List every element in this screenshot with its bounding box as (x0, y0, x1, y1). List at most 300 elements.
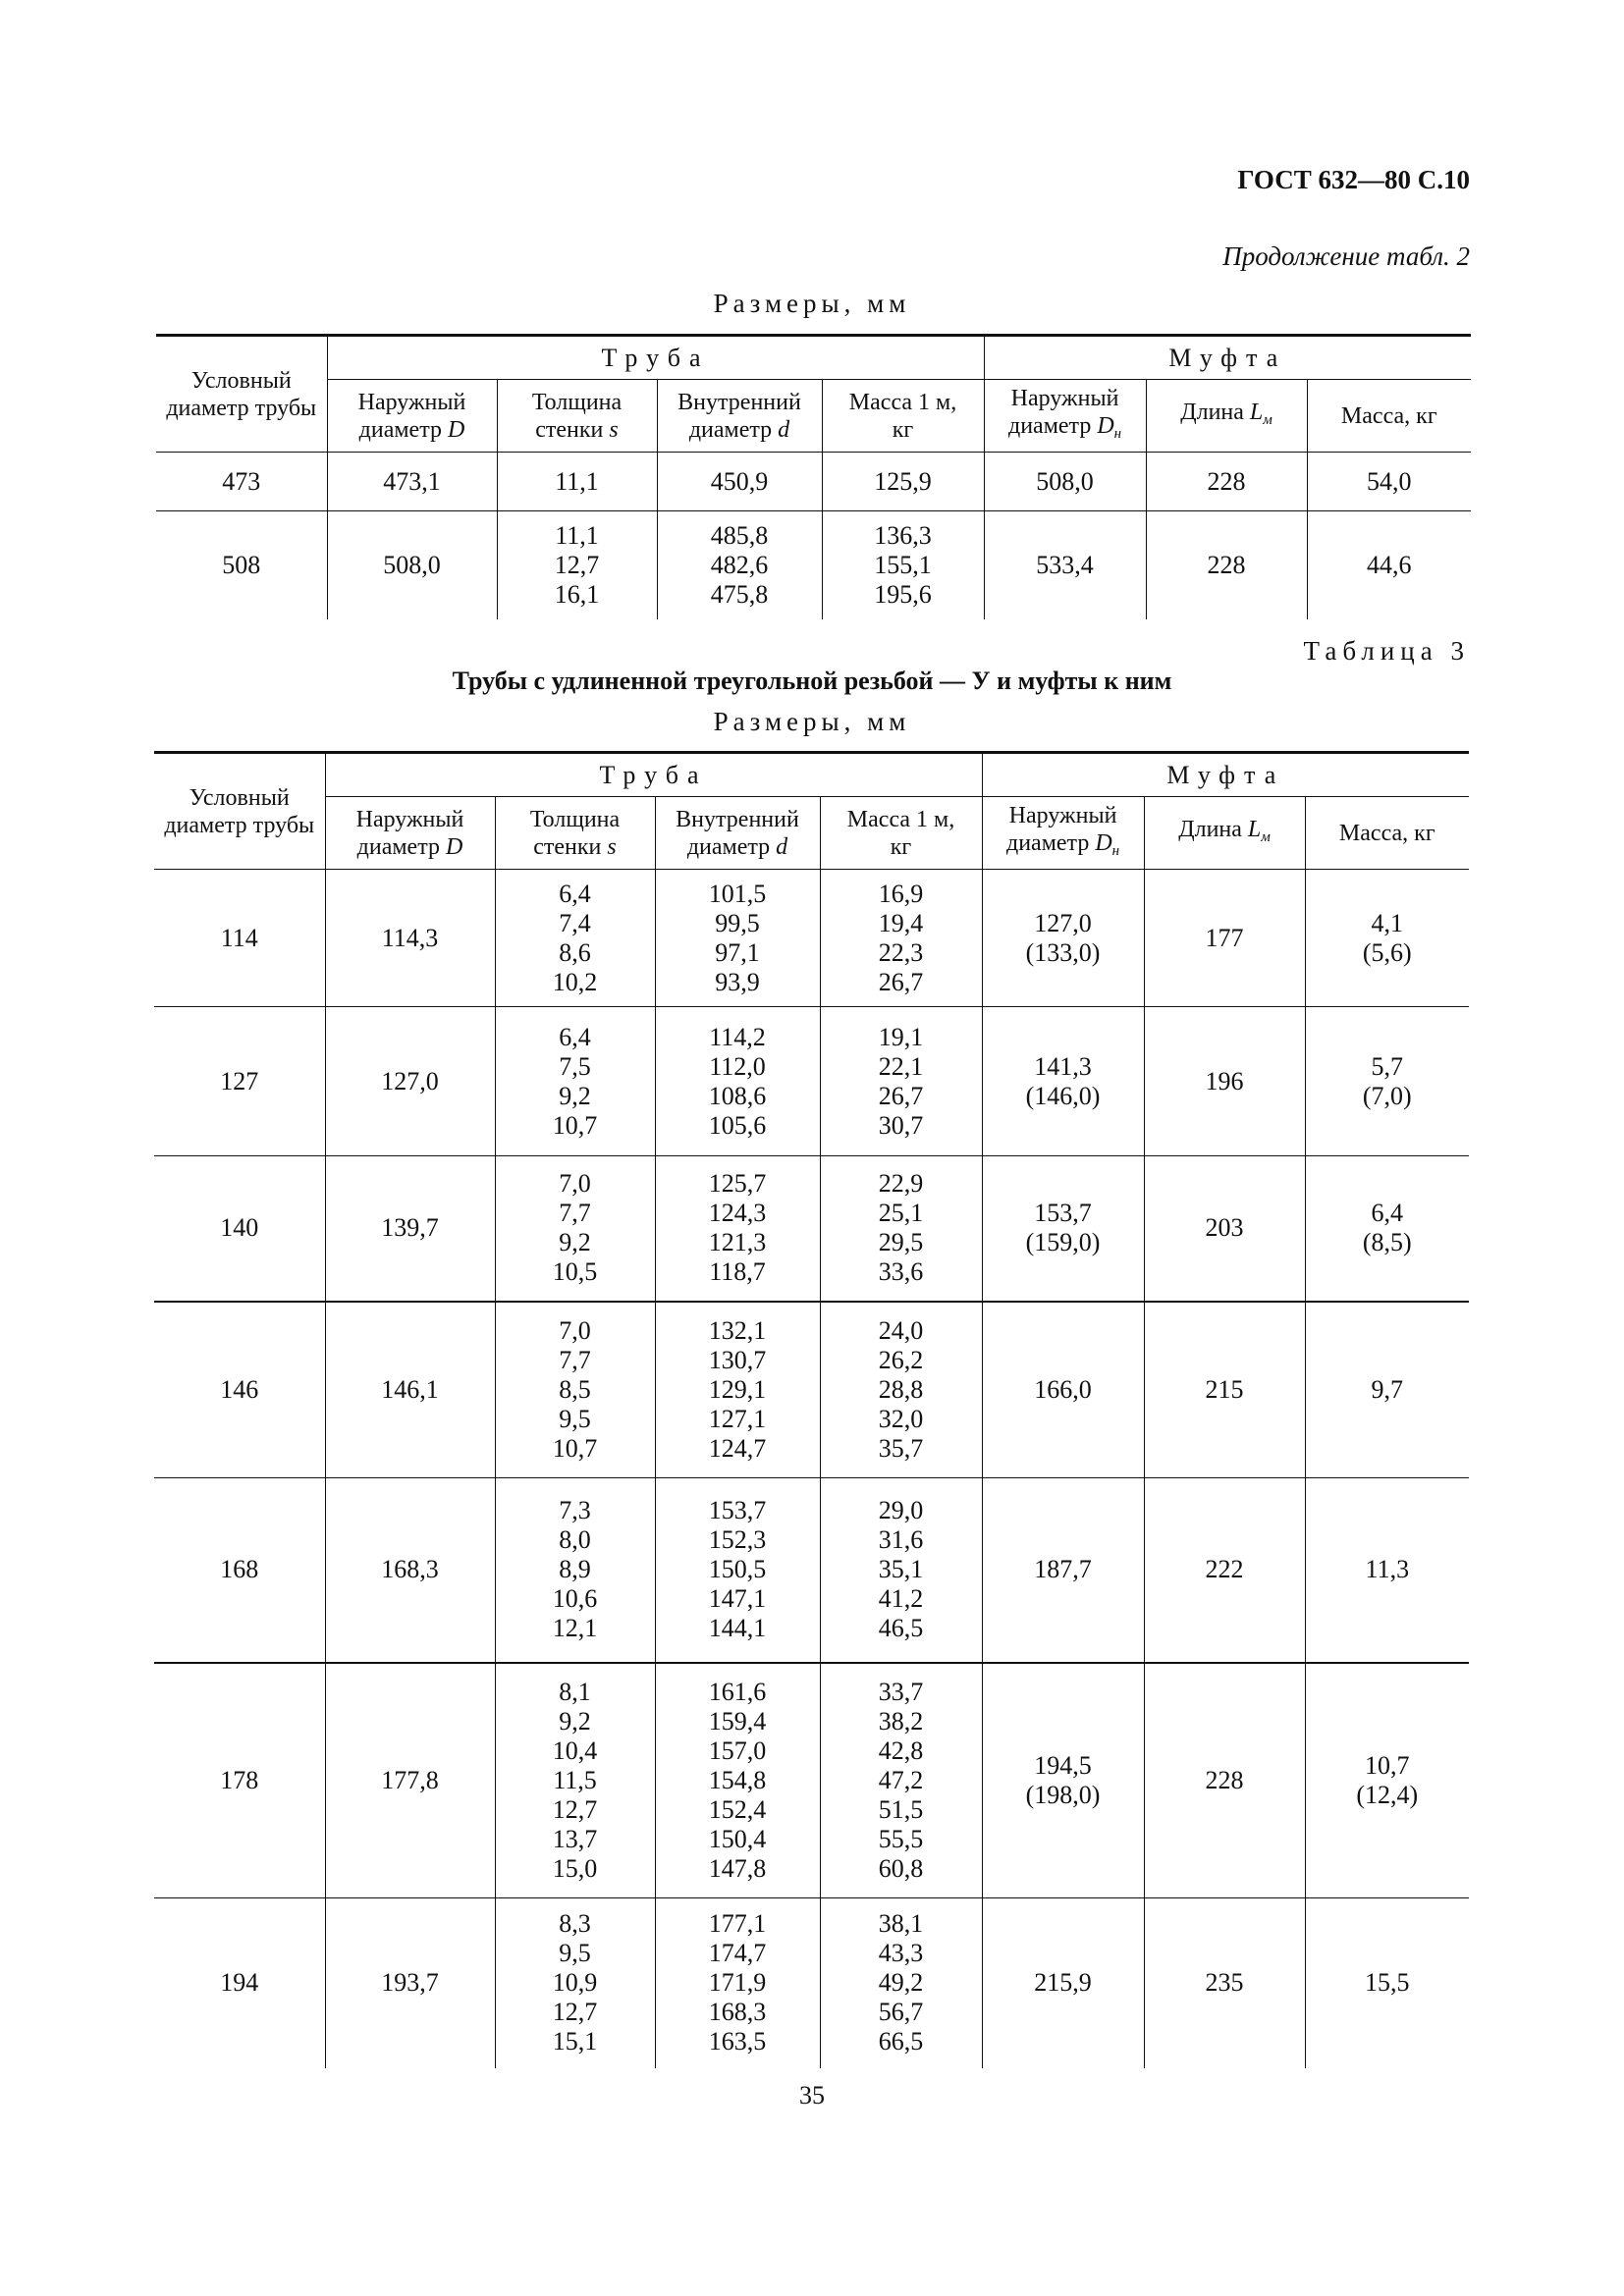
cell-value: 228 (1207, 550, 1246, 579)
cell-value: 159,4 (708, 1706, 767, 1735)
header-text: Внутренний (676, 806, 799, 832)
cell-value: 30,7 (878, 1110, 924, 1140)
cell-outer-diameter (325, 1478, 495, 1663)
header-row-columns (156, 380, 1471, 453)
cell-value: 152,3 (708, 1525, 767, 1555)
cell-value: 22,3 (878, 937, 924, 967)
table-3 (154, 751, 1469, 2068)
header-text: Наружный (357, 389, 466, 415)
cell-value: 508,0 (383, 550, 441, 579)
cell-value: 168,3 (381, 1555, 439, 1584)
cell-wall-thickness (497, 511, 657, 619)
cell-value: 108,6 (708, 1081, 767, 1110)
cell-inner-diameter (655, 1663, 820, 1898)
cell-wall-thickness (497, 453, 657, 511)
cell-value: (8,5) (1362, 1228, 1412, 1257)
cell-value: 174,7 (708, 1939, 767, 1968)
cell-value: 8,0 (559, 1525, 591, 1555)
cell-value: 144,1 (708, 1614, 767, 1643)
header-symbol: м (1263, 411, 1272, 428)
cell-value: 154,8 (708, 1765, 767, 1794)
header-coupling-mass (1305, 797, 1469, 870)
cell-value: 6,4 (559, 879, 591, 908)
cell-value: 222 (1205, 1555, 1244, 1584)
cell-value: 9,5 (559, 1404, 591, 1433)
cell-coupling-length (1144, 1007, 1305, 1156)
cell-value: 141,3 (1034, 1051, 1092, 1081)
cell-value: 12,1 (552, 1614, 598, 1643)
cell-value: (133,0) (1025, 937, 1101, 967)
cell-value: 54,0 (1367, 466, 1412, 496)
cell-value: 46,5 (878, 1614, 924, 1643)
table-row (154, 1156, 1469, 1302)
header-wall-thickness (497, 380, 657, 453)
cell-value: 153,7 (1034, 1199, 1092, 1228)
cell-value: 139,7 (381, 1213, 439, 1243)
table-row (154, 1302, 1469, 1478)
cell-conditional-diameter (154, 1302, 325, 1478)
header-coupling-group (982, 753, 1469, 797)
cell-value: 194,5 (1034, 1750, 1092, 1780)
table3-title: Трубы с удлиненной треугольной резьбой — У и муфты к ним (452, 667, 1172, 695)
cell-value: 152,4 (708, 1794, 767, 1824)
cell-value: 7,7 (559, 1199, 591, 1228)
cell-value: 178 (220, 1765, 259, 1794)
cell-coupling-outer-diameter (982, 1663, 1144, 1898)
cell-value: 8,9 (559, 1555, 591, 1584)
cell-coupling-mass (1307, 511, 1471, 619)
header-text: диаметр (688, 416, 773, 443)
cell-value: (12,4) (1356, 1780, 1419, 1809)
header-outer-diameter (327, 380, 497, 453)
cell-wall-thickness (495, 1302, 655, 1478)
cell-inner-diameter (655, 1007, 820, 1156)
cell-outer-diameter (327, 453, 497, 511)
header-symbol: н (1111, 842, 1120, 859)
header-text: Толщина (529, 806, 621, 832)
table-row (156, 511, 1471, 619)
cell-value: 7,7 (559, 1345, 591, 1374)
cell-mass-per-meter (822, 453, 984, 511)
header-symbol: s (609, 416, 619, 443)
cell-value: 9,2 (559, 1706, 591, 1735)
cell-value: 12,7 (552, 1794, 598, 1824)
cell-value: 157,0 (708, 1735, 767, 1765)
cell-value: 127 (220, 1066, 259, 1095)
cell-value: 22,1 (878, 1051, 924, 1081)
cell-value: 112,0 (709, 1051, 766, 1081)
header-symbol: м (1261, 828, 1271, 845)
cell-value: 38,1 (878, 1909, 924, 1939)
cell-value: 7,0 (559, 1169, 591, 1199)
cell-value: 171,9 (708, 1968, 767, 1998)
cell-value: 19,4 (878, 908, 924, 937)
cell-value: 168 (220, 1555, 259, 1584)
cell-value: 114,2 (709, 1022, 766, 1051)
cell-value: 5,7 (1371, 1051, 1404, 1081)
header-text: диаметр (358, 416, 442, 443)
cell-coupling-length (1144, 1478, 1305, 1663)
header-text: Длина (1178, 816, 1242, 842)
cell-conditional-diameter (154, 1007, 325, 1156)
cell-coupling-mass (1307, 453, 1471, 511)
header-text: диаметр трубы (164, 812, 315, 838)
cell-value: 28,8 (878, 1374, 924, 1404)
cell-value: 195,6 (874, 579, 932, 609)
cell-value: 10,5 (552, 1257, 598, 1287)
header-text: Толщина (531, 389, 623, 415)
cell-value: (5,6) (1362, 937, 1412, 967)
cell-value: 194 (220, 1968, 259, 1998)
table3-units-caption: Размеры, мм (713, 707, 911, 736)
header-conditional-diameter (154, 753, 325, 870)
cell-value: 196 (1205, 1066, 1244, 1095)
cell-value: 29,0 (878, 1496, 924, 1525)
cell-value: 15,5 (1365, 1968, 1410, 1998)
cell-value: 10,2 (552, 967, 598, 996)
cell-wall-thickness (495, 870, 655, 1007)
cell-outer-diameter (325, 1898, 495, 2068)
header-text: диаметр (356, 833, 440, 860)
cell-value: 155,1 (874, 550, 932, 579)
cell-coupling-mass (1305, 1478, 1469, 1663)
cell-coupling-outer-diameter (982, 870, 1144, 1007)
cell-value: 105,6 (708, 1110, 767, 1140)
header-text: стенки (535, 416, 604, 443)
cell-value: 7,5 (559, 1051, 591, 1081)
header-inner-diameter (655, 797, 820, 870)
cell-value: 16,1 (554, 579, 600, 609)
cell-value: 31,6 (878, 1525, 924, 1555)
cell-value: 12,7 (554, 550, 600, 579)
cell-conditional-diameter (156, 453, 327, 511)
cell-value: 125,9 (874, 466, 932, 496)
cell-value: 11,5 (553, 1765, 597, 1794)
cell-value: 127,1 (708, 1404, 767, 1433)
cell-coupling-length (1144, 1663, 1305, 1898)
header-text: Наружный (1010, 385, 1119, 411)
header-coupling-outer-diameter (982, 797, 1144, 870)
cell-outer-diameter (325, 870, 495, 1007)
cell-conditional-diameter (156, 511, 327, 619)
header-text: Условный (190, 367, 292, 394)
cell-coupling-length (1144, 1156, 1305, 1302)
cell-value: 146 (220, 1374, 259, 1404)
cell-mass-per-meter (820, 1156, 982, 1302)
cell-conditional-diameter (154, 1156, 325, 1302)
cell-value: 4,1 (1371, 908, 1404, 937)
header-symbol: н (1113, 425, 1122, 442)
cell-value: 136,3 (874, 520, 932, 550)
cell-mass-per-meter (820, 870, 982, 1007)
cell-value: 187,7 (1034, 1555, 1092, 1584)
cell-value: 38,2 (878, 1706, 924, 1735)
cell-value: 33,7 (878, 1677, 924, 1706)
cell-value: 25,1 (878, 1199, 924, 1228)
cell-value: 193,7 (381, 1968, 439, 1998)
cell-value: 168,3 (708, 1998, 767, 2027)
cell-value: 508 (222, 550, 261, 579)
cell-coupling-outer-diameter (984, 511, 1146, 619)
header-mass-per-meter (820, 797, 982, 870)
cell-value: 29,5 (878, 1228, 924, 1257)
cell-value: 10,9 (552, 1968, 598, 1998)
cell-value: (198,0) (1025, 1780, 1101, 1809)
cell-value: 146,1 (381, 1374, 439, 1404)
cell-value: 125,7 (708, 1169, 767, 1199)
cell-value: 49,2 (878, 1968, 924, 1998)
header-symbol: d (778, 416, 790, 443)
cell-coupling-outer-diameter (982, 1478, 1144, 1663)
cell-value: 533,4 (1036, 550, 1094, 579)
cell-value: 118,7 (709, 1257, 766, 1287)
table-row (156, 453, 1471, 511)
cell-coupling-length (1146, 511, 1307, 619)
cell-value: 16,9 (878, 879, 924, 908)
header-text: Внутренний (677, 389, 801, 415)
header-row-columns (154, 797, 1469, 870)
cell-value: 12,7 (552, 1998, 598, 2027)
cell-value: 129,1 (708, 1374, 767, 1404)
cell-value: 132,1 (708, 1315, 767, 1345)
cell-value: 15,1 (552, 2027, 598, 2056)
cell-value: 9,2 (559, 1081, 591, 1110)
header-text: Масса 1 м, (846, 806, 955, 832)
cell-value: 7,3 (559, 1496, 591, 1525)
header-text: кг (892, 416, 914, 443)
cell-conditional-diameter (154, 870, 325, 1007)
cell-value: 475,8 (710, 579, 769, 609)
cell-value: (7,0) (1362, 1081, 1412, 1110)
cell-value: 147,8 (708, 1853, 767, 1883)
table3-number: Таблица 3 (1303, 636, 1470, 666)
cell-inner-diameter (657, 511, 822, 619)
cell-coupling-outer-diameter (982, 1898, 1144, 2068)
cell-value: 130,7 (708, 1345, 767, 1374)
cell-coupling-length (1146, 453, 1307, 511)
cell-value: 153,7 (708, 1496, 767, 1525)
cell-value: 7,0 (559, 1315, 591, 1345)
cell-value: 482,6 (710, 550, 769, 579)
header-text: Муфта (1168, 343, 1287, 372)
cell-wall-thickness (495, 1007, 655, 1156)
cell-value: 33,6 (878, 1257, 924, 1287)
cell-value: 10,7 (1365, 1750, 1410, 1780)
cell-coupling-outer-diameter (984, 453, 1146, 511)
header-coupling-outer-diameter (984, 380, 1146, 453)
cell-value: 8,1 (559, 1677, 591, 1706)
header-text: Труба (599, 760, 708, 789)
cell-value: 8,6 (559, 937, 591, 967)
page-number: 35 (799, 2081, 825, 2109)
cell-value: 42,8 (878, 1735, 924, 1765)
header-coupling-mass (1307, 380, 1471, 453)
cell-value: 7,4 (559, 908, 591, 937)
header-conditional-diameter (156, 336, 327, 453)
cell-value: 11,3 (1365, 1555, 1410, 1584)
cell-inner-diameter (655, 1302, 820, 1478)
table2-units-caption: Размеры, мм (713, 289, 911, 318)
cell-value: 13,7 (552, 1824, 598, 1853)
cell-value: 228 (1205, 1765, 1244, 1794)
cell-value: 51,5 (878, 1794, 924, 1824)
table-continuation-label: Продолжение табл. 2 (1222, 241, 1470, 271)
cell-value: 114,3 (381, 923, 439, 952)
header-text: диаметр (1005, 829, 1090, 856)
cell-value: 9,2 (559, 1228, 591, 1257)
cell-value: 10,7 (552, 1110, 598, 1140)
cell-outer-diameter (325, 1007, 495, 1156)
cell-value: 26,7 (878, 1081, 924, 1110)
table-row (154, 1663, 1469, 1898)
header-text: Труба (601, 343, 710, 372)
cell-value: 485,8 (710, 520, 769, 550)
header-text: Условный (189, 784, 290, 811)
cell-inner-diameter (655, 1898, 820, 2068)
cell-coupling-mass (1305, 1898, 1469, 2068)
header-text: Муфта (1166, 760, 1285, 789)
cell-wall-thickness (495, 1663, 655, 1898)
cell-value: 147,1 (708, 1584, 767, 1614)
header-text: стенки (533, 833, 602, 860)
cell-value: 166,0 (1034, 1374, 1092, 1404)
cell-value: 473 (222, 466, 261, 496)
cell-value: 9,5 (559, 1939, 591, 1968)
cell-value: (146,0) (1025, 1081, 1101, 1110)
cell-value: (159,0) (1025, 1228, 1101, 1257)
cell-value: 8,3 (559, 1909, 591, 1939)
cell-coupling-mass (1305, 1663, 1469, 1898)
cell-value: 10,6 (552, 1584, 598, 1614)
header-symbol: D (1095, 829, 1112, 856)
cell-mass-per-meter (820, 1898, 982, 2068)
header-symbol: L (1247, 816, 1262, 842)
cell-coupling-length (1144, 1898, 1305, 2068)
header-text: Масса 1 м, (848, 389, 957, 415)
cell-value: 44,6 (1367, 550, 1412, 579)
cell-value: 127,0 (381, 1066, 439, 1095)
header-coupling-length (1146, 380, 1307, 453)
cell-value: 99,5 (715, 908, 760, 937)
header-symbol: D (445, 833, 463, 860)
cell-value: 508,0 (1036, 466, 1094, 496)
cell-conditional-diameter (154, 1663, 325, 1898)
cell-conditional-diameter (154, 1898, 325, 2068)
header-pipe-group (327, 336, 984, 380)
cell-coupling-outer-diameter (982, 1007, 1144, 1156)
cell-coupling-mass (1305, 1007, 1469, 1156)
cell-mass-per-meter (820, 1007, 982, 1156)
cell-mass-per-meter (820, 1302, 982, 1478)
cell-value: 19,1 (878, 1022, 924, 1051)
header-text: Наружный (1008, 802, 1117, 828)
table-row (154, 1478, 1469, 1663)
document-header: ГОСТ 632—80 С.10 (1237, 165, 1470, 194)
cell-inner-diameter (655, 1478, 820, 1663)
cell-coupling-mass (1305, 1156, 1469, 1302)
cell-coupling-length (1144, 1302, 1305, 1478)
cell-value: 215,9 (1034, 1968, 1092, 1998)
cell-value: 203 (1205, 1213, 1244, 1243)
cell-mass-per-meter (820, 1478, 982, 1663)
header-text: диаметр (686, 833, 771, 860)
cell-value: 124,3 (708, 1199, 767, 1228)
cell-value: 473,1 (383, 466, 441, 496)
cell-coupling-outer-diameter (982, 1156, 1144, 1302)
cell-value: 26,2 (878, 1345, 924, 1374)
cell-value: 215 (1205, 1374, 1244, 1404)
cell-value: 11,1 (555, 520, 599, 550)
header-text: диаметр трубы (166, 395, 317, 421)
cell-wall-thickness (495, 1478, 655, 1663)
header-row-groups (156, 336, 1471, 380)
header-text: диаметр (1007, 412, 1092, 439)
table-row (154, 870, 1469, 1007)
cell-value: 6,4 (559, 1022, 591, 1051)
cell-value: 163,5 (708, 2027, 767, 2056)
cell-value: 150,4 (708, 1824, 767, 1853)
header-text: кг (890, 833, 912, 860)
cell-value: 161,6 (708, 1677, 767, 1706)
header-symbol: d (776, 833, 788, 860)
cell-value: 15,0 (552, 1853, 598, 1883)
cell-value: 35,7 (878, 1433, 924, 1463)
cell-outer-diameter (327, 511, 497, 619)
cell-value: 121,3 (708, 1228, 767, 1257)
header-coupling-length (1144, 797, 1305, 870)
cell-value: 11,1 (555, 466, 599, 496)
cell-outer-diameter (325, 1663, 495, 1898)
cell-coupling-mass (1305, 1302, 1469, 1478)
cell-value: 93,9 (715, 967, 760, 996)
cell-coupling-mass (1305, 870, 1469, 1007)
cell-value: 41,2 (878, 1584, 924, 1614)
cell-value: 10,7 (552, 1433, 598, 1463)
cell-value: 43,3 (878, 1939, 924, 1968)
table-2-continuation (156, 334, 1471, 619)
header-inner-diameter (657, 380, 822, 453)
header-text: Масса, кг (1340, 402, 1437, 429)
cell-inner-diameter (657, 453, 822, 511)
cell-value: 66,5 (878, 2027, 924, 2056)
cell-inner-diameter (655, 870, 820, 1007)
header-text: Наружный (355, 806, 464, 832)
cell-value: 127,0 (1034, 908, 1092, 937)
cell-value: 124,7 (708, 1433, 767, 1463)
cell-value: 140 (220, 1213, 259, 1243)
cell-value: 9,7 (1371, 1374, 1404, 1404)
table-row (154, 1898, 1469, 2068)
header-text: Масса, кг (1338, 820, 1435, 846)
cell-value: 24,0 (878, 1315, 924, 1345)
cell-value: 6,4 (1371, 1199, 1404, 1228)
header-row-groups (154, 753, 1469, 797)
cell-coupling-outer-diameter (982, 1302, 1144, 1478)
table-row (154, 1007, 1469, 1156)
header-coupling-group (984, 336, 1471, 380)
cell-value: 47,2 (878, 1765, 924, 1794)
cell-value: 177,8 (381, 1765, 439, 1794)
cell-value: 26,7 (878, 967, 924, 996)
cell-value: 10,4 (552, 1735, 598, 1765)
cell-value: 177 (1205, 923, 1244, 952)
cell-value: 32,0 (878, 1404, 924, 1433)
cell-value: 8,5 (559, 1374, 591, 1404)
cell-value: 177,1 (708, 1909, 767, 1939)
cell-value: 56,7 (878, 1998, 924, 2027)
header-symbol: s (607, 833, 617, 860)
cell-value: 235 (1205, 1968, 1244, 1998)
